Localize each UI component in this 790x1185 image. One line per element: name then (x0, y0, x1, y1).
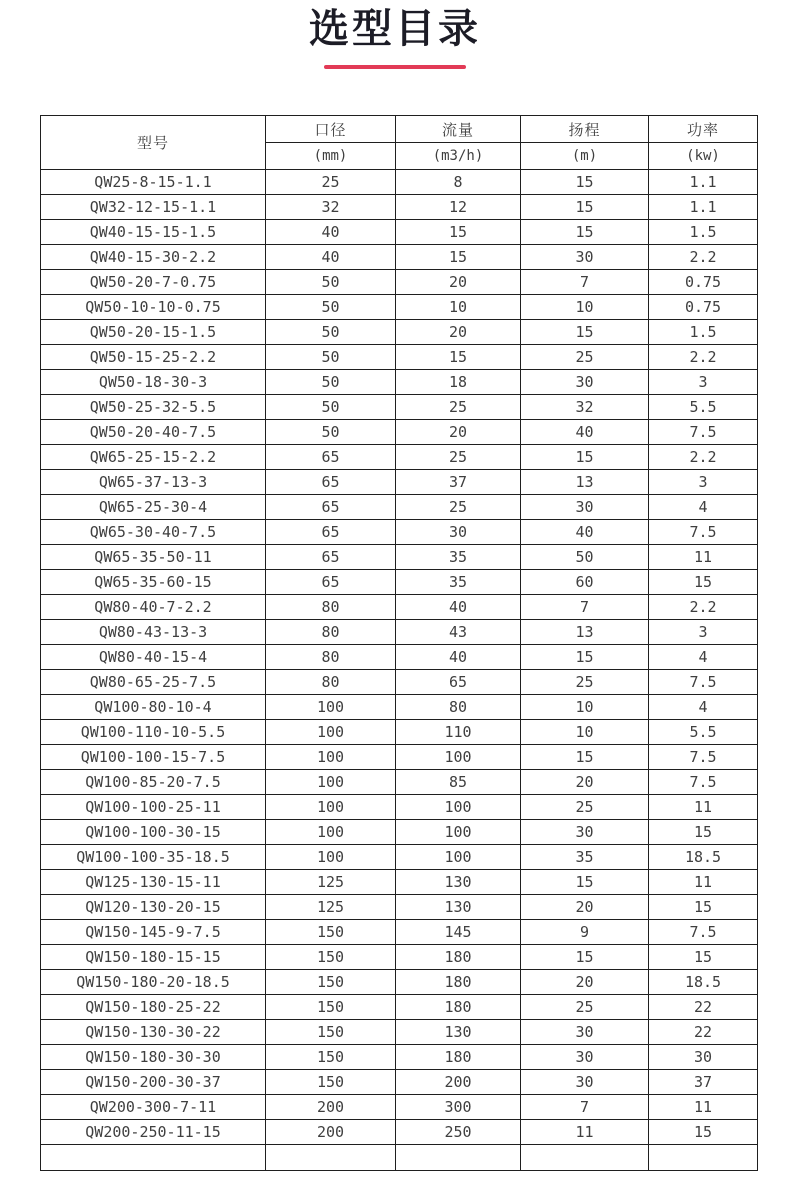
power-cell: 3 (649, 370, 758, 395)
power-cell: 11 (649, 795, 758, 820)
head-cell: 30 (521, 1020, 649, 1045)
model-cell: QW65-35-60-15 (41, 570, 266, 595)
table-row (41, 470, 758, 495)
diameter-cell: 100 (266, 695, 396, 720)
model-cell: QW100-100-35-18.5 (41, 845, 266, 870)
header-diameter: 口径 (266, 116, 396, 143)
diameter-cell: 50 (266, 295, 396, 320)
model-cell: QW65-30-40-7.5 (41, 520, 266, 545)
diameter-cell: 50 (266, 420, 396, 445)
table-body (41, 170, 758, 1171)
flow-cell: 43 (396, 620, 521, 645)
model-cell: QW150-200-30-37 (41, 1070, 266, 1095)
power-cell: 5.5 (649, 720, 758, 745)
flow-cell: 35 (396, 545, 521, 570)
power-cell: 2.2 (649, 245, 758, 270)
head-cell: 20 (521, 770, 649, 795)
flow-cell: 130 (396, 1020, 521, 1045)
model-cell: QW120-130-20-15 (41, 895, 266, 920)
head-cell: 15 (521, 870, 649, 895)
head-cell: 15 (521, 320, 649, 345)
model-cell: QW150-180-25-22 (41, 995, 266, 1020)
flow-cell: 100 (396, 745, 521, 770)
flow-cell: 37 (396, 470, 521, 495)
model-cell: QW65-35-50-11 (41, 545, 266, 570)
diameter-cell: 50 (266, 370, 396, 395)
diameter-cell: 65 (266, 495, 396, 520)
power-cell: 30 (649, 1045, 758, 1070)
table-row (41, 995, 758, 1020)
head-cell: 35 (521, 845, 649, 870)
flow-cell: 100 (396, 845, 521, 870)
power-cell: 18.5 (649, 970, 758, 995)
model-cell: QW80-40-7-2.2 (41, 595, 266, 620)
head-cell: 30 (521, 495, 649, 520)
power-cell: 4 (649, 645, 758, 670)
head-cell: 13 (521, 620, 649, 645)
head-cell: 15 (521, 745, 649, 770)
diameter-cell: 150 (266, 970, 396, 995)
power-cell: 15 (649, 570, 758, 595)
diameter-cell: 80 (266, 670, 396, 695)
header-row-labels (41, 116, 758, 143)
table-row (41, 420, 758, 445)
power-cell: 15 (649, 820, 758, 845)
model-cell: QW50-20-7-0.75 (41, 270, 266, 295)
diameter-cell: 100 (266, 720, 396, 745)
flow-cell: 12 (396, 195, 521, 220)
flow-cell: 85 (396, 770, 521, 795)
diameter-cell: 50 (266, 345, 396, 370)
table-row (41, 720, 758, 745)
table-row (41, 820, 758, 845)
table-header (41, 116, 758, 170)
model-cell: QW50-15-25-2.2 (41, 345, 266, 370)
model-cell: QW150-180-15-15 (41, 945, 266, 970)
flow-cell (396, 1145, 521, 1171)
model-cell: QW65-25-30-4 (41, 495, 266, 520)
power-cell: 7.5 (649, 920, 758, 945)
flow-cell: 200 (396, 1070, 521, 1095)
header-model: 型号 (41, 116, 266, 170)
header-power: 功率 (649, 116, 758, 143)
head-cell: 40 (521, 520, 649, 545)
diameter-cell: 50 (266, 320, 396, 345)
model-cell: QW80-40-15-4 (41, 645, 266, 670)
model-cell: QW65-37-13-3 (41, 470, 266, 495)
model-cell (41, 1145, 266, 1171)
header-head: 扬程 (521, 116, 649, 143)
table-row (41, 770, 758, 795)
model-cell: QW80-65-25-7.5 (41, 670, 266, 695)
flow-cell: 145 (396, 920, 521, 945)
model-cell: QW25-8-15-1.1 (41, 170, 266, 195)
head-cell: 15 (521, 220, 649, 245)
head-cell (521, 1145, 649, 1171)
head-cell: 7 (521, 1095, 649, 1120)
diameter-cell: 65 (266, 520, 396, 545)
head-cell: 25 (521, 670, 649, 695)
model-cell: QW150-130-30-22 (41, 1020, 266, 1045)
power-cell: 22 (649, 1020, 758, 1045)
head-cell: 60 (521, 570, 649, 595)
flow-cell: 180 (396, 995, 521, 1020)
power-cell: 2.2 (649, 445, 758, 470)
head-cell: 30 (521, 1045, 649, 1070)
title-divider (324, 65, 466, 69)
power-cell: 18.5 (649, 845, 758, 870)
model-cell: QW65-25-15-2.2 (41, 445, 266, 470)
power-cell: 1.5 (649, 220, 758, 245)
power-cell: 11 (649, 545, 758, 570)
flow-cell: 20 (396, 270, 521, 295)
power-cell: 15 (649, 945, 758, 970)
header-flow: 流量 (396, 116, 521, 143)
flow-cell: 250 (396, 1120, 521, 1145)
power-cell: 0.75 (649, 270, 758, 295)
head-cell: 30 (521, 245, 649, 270)
head-cell: 7 (521, 270, 649, 295)
diameter-cell: 25 (266, 170, 396, 195)
diameter-cell: 32 (266, 195, 396, 220)
flow-cell: 180 (396, 970, 521, 995)
flow-cell: 10 (396, 295, 521, 320)
header-head-unit: (m) (521, 143, 649, 170)
table-row (41, 270, 758, 295)
model-cell: QW100-100-30-15 (41, 820, 266, 845)
model-cell: QW200-300-7-11 (41, 1095, 266, 1120)
table-row (41, 520, 758, 545)
model-cell: QW50-20-15-1.5 (41, 320, 266, 345)
flow-cell: 180 (396, 945, 521, 970)
diameter-cell: 150 (266, 920, 396, 945)
model-cell: QW50-20-40-7.5 (41, 420, 266, 445)
table-row (41, 345, 758, 370)
diameter-cell: 150 (266, 995, 396, 1020)
table-row (41, 645, 758, 670)
table-row (41, 795, 758, 820)
table-row (41, 595, 758, 620)
flow-cell: 80 (396, 695, 521, 720)
diameter-cell: 200 (266, 1120, 396, 1145)
flow-cell: 30 (396, 520, 521, 545)
table-row (41, 895, 758, 920)
power-cell: 11 (649, 1095, 758, 1120)
table-row (41, 445, 758, 470)
power-cell: 0.75 (649, 295, 758, 320)
diameter-cell: 65 (266, 570, 396, 595)
diameter-cell: 65 (266, 470, 396, 495)
table-row (41, 945, 758, 970)
diameter-cell: 150 (266, 1020, 396, 1045)
head-cell: 20 (521, 970, 649, 995)
flow-cell: 130 (396, 895, 521, 920)
model-cell: QW150-180-30-30 (41, 1045, 266, 1070)
head-cell: 32 (521, 395, 649, 420)
power-cell: 22 (649, 995, 758, 1020)
table-row (41, 370, 758, 395)
flow-cell: 130 (396, 870, 521, 895)
table-row (41, 545, 758, 570)
model-cell: QW150-145-9-7.5 (41, 920, 266, 945)
table-row (41, 695, 758, 720)
table-row (41, 1070, 758, 1095)
power-cell: 1.1 (649, 195, 758, 220)
power-cell (649, 1145, 758, 1171)
power-cell: 7.5 (649, 670, 758, 695)
power-cell: 37 (649, 1070, 758, 1095)
power-cell: 11 (649, 870, 758, 895)
head-cell: 20 (521, 895, 649, 920)
table-row (41, 870, 758, 895)
flow-cell: 35 (396, 570, 521, 595)
table-row (41, 170, 758, 195)
diameter-cell: 125 (266, 895, 396, 920)
head-cell: 25 (521, 795, 649, 820)
power-cell: 15 (649, 895, 758, 920)
table-row (41, 620, 758, 645)
table-row (41, 320, 758, 345)
flow-cell: 100 (396, 820, 521, 845)
head-cell: 10 (521, 695, 649, 720)
diameter-cell: 100 (266, 820, 396, 845)
head-cell: 9 (521, 920, 649, 945)
diameter-cell: 40 (266, 220, 396, 245)
table-row (41, 295, 758, 320)
diameter-cell: 50 (266, 270, 396, 295)
table-row (41, 570, 758, 595)
power-cell: 4 (649, 495, 758, 520)
model-cell: QW32-12-15-1.1 (41, 195, 266, 220)
flow-cell: 20 (396, 420, 521, 445)
table-row (41, 970, 758, 995)
diameter-cell: 80 (266, 620, 396, 645)
diameter-cell: 100 (266, 795, 396, 820)
diameter-cell: 125 (266, 870, 396, 895)
head-cell: 30 (521, 370, 649, 395)
head-cell: 15 (521, 445, 649, 470)
power-cell: 1.1 (649, 170, 758, 195)
flow-cell: 18 (396, 370, 521, 395)
flow-cell: 15 (396, 220, 521, 245)
diameter-cell: 40 (266, 245, 396, 270)
power-cell: 3 (649, 470, 758, 495)
head-cell: 15 (521, 645, 649, 670)
model-cell: QW100-100-25-11 (41, 795, 266, 820)
table-row (41, 245, 758, 270)
head-cell: 25 (521, 995, 649, 1020)
diameter-cell: 65 (266, 445, 396, 470)
pump-selection-table (40, 115, 758, 1171)
header-diameter-unit: (mm) (266, 143, 396, 170)
flow-cell: 25 (396, 395, 521, 420)
power-cell: 7.5 (649, 420, 758, 445)
table-row (41, 220, 758, 245)
head-cell: 30 (521, 820, 649, 845)
model-cell: QW50-25-32-5.5 (41, 395, 266, 420)
head-cell: 15 (521, 170, 649, 195)
table-row (41, 395, 758, 420)
model-cell: QW125-130-15-11 (41, 870, 266, 895)
title-block (0, 0, 790, 69)
model-cell: QW200-250-11-15 (41, 1120, 266, 1145)
flow-cell: 40 (396, 645, 521, 670)
diameter-cell: 80 (266, 595, 396, 620)
model-cell: QW100-100-15-7.5 (41, 745, 266, 770)
model-cell: QW100-80-10-4 (41, 695, 266, 720)
model-cell: QW40-15-30-2.2 (41, 245, 266, 270)
model-cell: QW50-10-10-0.75 (41, 295, 266, 320)
power-cell: 4 (649, 695, 758, 720)
header-power-unit: (kw) (649, 143, 758, 170)
diameter-cell: 80 (266, 645, 396, 670)
power-cell: 5.5 (649, 395, 758, 420)
diameter-cell: 150 (266, 1045, 396, 1070)
model-cell: QW150-180-20-18.5 (41, 970, 266, 995)
diameter-cell: 50 (266, 395, 396, 420)
head-cell: 10 (521, 720, 649, 745)
table-row (41, 845, 758, 870)
power-cell: 7.5 (649, 520, 758, 545)
diameter-cell: 65 (266, 545, 396, 570)
table-row (41, 1045, 758, 1070)
head-cell: 30 (521, 1070, 649, 1095)
flow-cell: 8 (396, 170, 521, 195)
diameter-cell: 100 (266, 745, 396, 770)
model-cell: QW40-15-15-1.5 (41, 220, 266, 245)
flow-cell: 15 (396, 245, 521, 270)
table-row (41, 670, 758, 695)
table-row (41, 745, 758, 770)
power-cell: 1.5 (649, 320, 758, 345)
power-cell: 15 (649, 1120, 758, 1145)
table-row (41, 495, 758, 520)
table-row-partial (41, 1145, 758, 1171)
table-row (41, 1020, 758, 1045)
page-title: 选型目录 (309, 7, 481, 51)
power-cell: 3 (649, 620, 758, 645)
head-cell: 40 (521, 420, 649, 445)
flow-cell: 180 (396, 1045, 521, 1070)
head-cell: 25 (521, 345, 649, 370)
power-cell: 2.2 (649, 595, 758, 620)
head-cell: 15 (521, 195, 649, 220)
model-cell: QW100-110-10-5.5 (41, 720, 266, 745)
head-cell: 13 (521, 470, 649, 495)
header-flow-unit: (m3/h) (396, 143, 521, 170)
flow-cell: 110 (396, 720, 521, 745)
flow-cell: 15 (396, 345, 521, 370)
model-cell: QW100-85-20-7.5 (41, 770, 266, 795)
flow-cell: 40 (396, 595, 521, 620)
flow-cell: 25 (396, 445, 521, 470)
head-cell: 50 (521, 545, 649, 570)
diameter-cell (266, 1145, 396, 1171)
head-cell: 7 (521, 595, 649, 620)
table-row (41, 1120, 758, 1145)
table-row (41, 195, 758, 220)
flow-cell: 25 (396, 495, 521, 520)
power-cell: 7.5 (649, 745, 758, 770)
flow-cell: 20 (396, 320, 521, 345)
flow-cell: 300 (396, 1095, 521, 1120)
diameter-cell: 100 (266, 845, 396, 870)
model-cell: QW50-18-30-3 (41, 370, 266, 395)
diameter-cell: 200 (266, 1095, 396, 1120)
head-cell: 15 (521, 945, 649, 970)
diameter-cell: 150 (266, 1070, 396, 1095)
diameter-cell: 150 (266, 945, 396, 970)
table-row (41, 920, 758, 945)
power-cell: 7.5 (649, 770, 758, 795)
model-cell: QW80-43-13-3 (41, 620, 266, 645)
table-row (41, 1095, 758, 1120)
flow-cell: 65 (396, 670, 521, 695)
head-cell: 10 (521, 295, 649, 320)
power-cell: 2.2 (649, 345, 758, 370)
diameter-cell: 100 (266, 770, 396, 795)
head-cell: 11 (521, 1120, 649, 1145)
flow-cell: 100 (396, 795, 521, 820)
